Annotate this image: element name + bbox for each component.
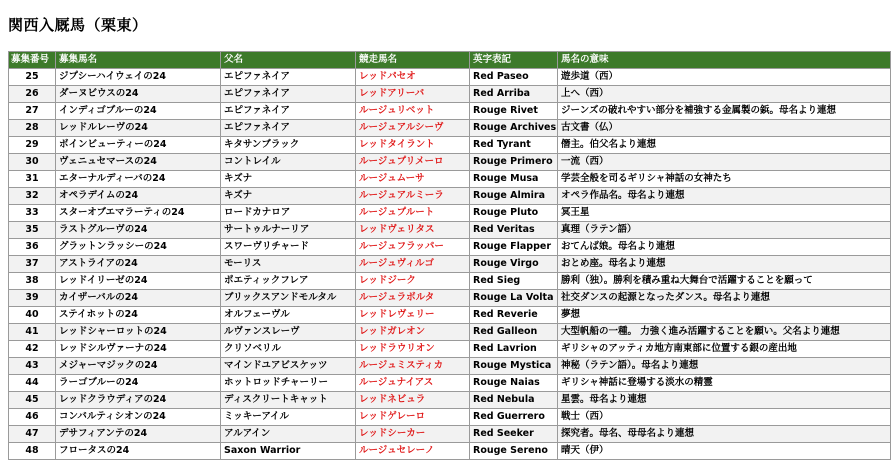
row-recruit-name: ダーヌビウスの24 xyxy=(56,86,221,103)
row-meaning: 冥王星 xyxy=(558,205,891,222)
row-number: 39 xyxy=(9,290,56,307)
row-race-name: ルージュミスティカ xyxy=(356,358,470,375)
row-number: 42 xyxy=(9,341,56,358)
row-race-name: ルージュセレーノ xyxy=(356,443,470,460)
row-meaning: おとめ座。母名より連想 xyxy=(558,256,891,273)
row-number: 33 xyxy=(9,205,56,222)
row-meaning: ギリシャのアッティカ地方南東部に位置する銀の産出地 xyxy=(558,341,891,358)
table-row xyxy=(9,290,891,307)
table-row xyxy=(9,171,891,188)
row-race-name: ルージュヴィルゴ xyxy=(356,256,470,273)
header-number: 募集番号 xyxy=(9,52,56,69)
row-number: 45 xyxy=(9,392,56,409)
row-race-name: レッドタイラント xyxy=(356,137,470,154)
row-english-name: Red Lavrion xyxy=(470,341,558,358)
row-sire: エピファネイア xyxy=(221,103,356,120)
row-sire: エピファネイア xyxy=(221,86,356,103)
header-meaning: 馬名の意味 xyxy=(558,52,891,69)
row-sire: ブリックスアンドモルタル xyxy=(221,290,356,307)
row-number: 41 xyxy=(9,324,56,341)
row-english-name: Rouge Flapper xyxy=(470,239,558,256)
row-race-name: ルージュプルート xyxy=(356,205,470,222)
row-number: 27 xyxy=(9,103,56,120)
row-english-name: Rouge Rivet xyxy=(470,103,558,120)
row-recruit-name: コンバルティシオンの24 xyxy=(56,409,221,426)
table-row xyxy=(9,154,891,171)
row-race-name: レッドネビュラ xyxy=(356,392,470,409)
row-race-name: レッドレヴェリー xyxy=(356,307,470,324)
row-meaning: 夢想 xyxy=(558,307,891,324)
row-sire: ディスクリートキャット xyxy=(221,392,356,409)
row-number: 46 xyxy=(9,409,56,426)
row-number: 44 xyxy=(9,375,56,392)
row-recruit-name: レッドクラウディアの24 xyxy=(56,392,221,409)
row-recruit-name: レッドシルヴァーナの24 xyxy=(56,341,221,358)
row-english-name: Rouge Pluto xyxy=(470,205,558,222)
row-sire: クリソベリル xyxy=(221,341,356,358)
row-recruit-name: メジャーマジックの24 xyxy=(56,358,221,375)
row-race-name: レッドガレオン xyxy=(356,324,470,341)
row-sire: キズナ xyxy=(221,188,356,205)
row-english-name: Rouge Sereno xyxy=(470,443,558,460)
table-row xyxy=(9,324,891,341)
row-meaning: 神秘（ラテン語）。母名より連想 xyxy=(558,358,891,375)
row-english-name: Red Veritas xyxy=(470,222,558,239)
row-english-name: Rouge Almira xyxy=(470,188,558,205)
row-recruit-name: グラットンラッシーの24 xyxy=(56,239,221,256)
row-meaning: 一流（西） xyxy=(558,154,891,171)
table-row xyxy=(9,188,891,205)
row-sire: ホットロッドチャーリー xyxy=(221,375,356,392)
row-sire: ロードカナロア xyxy=(221,205,356,222)
row-sire: サートゥルナーリア xyxy=(221,222,356,239)
row-sire: エピファネイア xyxy=(221,69,356,86)
table-row xyxy=(9,426,891,443)
row-number: 48 xyxy=(9,443,56,460)
row-recruit-name: ラーゴブルーの24 xyxy=(56,375,221,392)
row-sire: マインドユアビスケッツ xyxy=(221,358,356,375)
row-number: 26 xyxy=(9,86,56,103)
row-race-name: ルージュリベット xyxy=(356,103,470,120)
row-english-name: Rouge Mystica xyxy=(470,358,558,375)
table-row xyxy=(9,409,891,426)
row-meaning: 晴天（伊） xyxy=(558,443,891,460)
horse-table xyxy=(8,51,891,460)
row-english-name: Red Paseo xyxy=(470,69,558,86)
row-recruit-name: アストライアの24 xyxy=(56,256,221,273)
row-recruit-name: ボインビューティーの24 xyxy=(56,137,221,154)
row-meaning: 勝利（独）。勝利を積み重ね大舞台で活躍することを願って xyxy=(558,273,891,290)
table-row xyxy=(9,137,891,154)
row-sire: ポエティックフレア xyxy=(221,273,356,290)
row-meaning: 古文書（仏） xyxy=(558,120,891,137)
row-sire: アルアイン xyxy=(221,426,356,443)
row-sire: キタサンブラック xyxy=(221,137,356,154)
row-sire: オルフェーヴル xyxy=(221,307,356,324)
row-recruit-name: ステイホットの24 xyxy=(56,307,221,324)
row-meaning: 遊歩道（西） xyxy=(558,69,891,86)
row-recruit-name: レッドシャーロットの24 xyxy=(56,324,221,341)
row-english-name: Red Arriba xyxy=(470,86,558,103)
row-number: 36 xyxy=(9,239,56,256)
table-row xyxy=(9,307,891,324)
table-header-row xyxy=(9,52,891,69)
row-recruit-name: ヴェニュセマースの24 xyxy=(56,154,221,171)
row-race-name: ルージュラボルタ xyxy=(356,290,470,307)
row-english-name: Red Tyrant xyxy=(470,137,558,154)
row-meaning: ジーンズの破れやすい部分を補強する金属製の鋲。母名より連想 xyxy=(558,103,891,120)
row-meaning: 学芸全般を司るギリシャ神話の女神たち xyxy=(558,171,891,188)
table-row xyxy=(9,443,891,460)
row-sire: モーリス xyxy=(221,256,356,273)
row-recruit-name: オペラデイムの24 xyxy=(56,188,221,205)
row-recruit-name: カイザーバルの24 xyxy=(56,290,221,307)
row-recruit-name: デサフィアンテの24 xyxy=(56,426,221,443)
table-row xyxy=(9,273,891,290)
row-english-name: Red Guerrero xyxy=(470,409,558,426)
row-sire: キズナ xyxy=(221,171,356,188)
row-number: 43 xyxy=(9,358,56,375)
row-english-name: Rouge Naias xyxy=(470,375,558,392)
row-meaning: 真理（ラテン語） xyxy=(558,222,891,239)
table-row xyxy=(9,69,891,86)
row-meaning: オペラ作品名。母名より連想 xyxy=(558,188,891,205)
row-meaning: 探究者。母名、母母名より連想 xyxy=(558,426,891,443)
table-row xyxy=(9,103,891,120)
row-recruit-name: ジプシーハイウェイの24 xyxy=(56,69,221,86)
table-row xyxy=(9,239,891,256)
row-sire: ミッキーアイル xyxy=(221,409,356,426)
row-english-name: Red Nebula xyxy=(470,392,558,409)
row-race-name: レッドパセオ xyxy=(356,69,470,86)
row-number: 30 xyxy=(9,154,56,171)
row-number: 37 xyxy=(9,256,56,273)
table-row xyxy=(9,358,891,375)
row-english-name: Red Reverie xyxy=(470,307,558,324)
row-recruit-name: エターナルディーバの24 xyxy=(56,171,221,188)
row-race-name: ルージュアルシーヴ xyxy=(356,120,470,137)
row-race-name: ルージュフラッパー xyxy=(356,239,470,256)
row-race-name: レッドヴェリタス xyxy=(356,222,470,239)
row-english-name: Red Seeker xyxy=(470,426,558,443)
row-meaning: おてんば娘。母名より連想 xyxy=(558,239,891,256)
row-number: 47 xyxy=(9,426,56,443)
row-meaning: 大型帆船の一種。 力強く進み活躍することを願い。父名より連想 xyxy=(558,324,891,341)
table-row xyxy=(9,205,891,222)
row-sire: コントレイル xyxy=(221,154,356,171)
table-row xyxy=(9,392,891,409)
table-row xyxy=(9,86,891,103)
header-english: 英字表記 xyxy=(470,52,558,69)
table-row xyxy=(9,375,891,392)
header-race-name: 競走馬名 xyxy=(356,52,470,69)
row-recruit-name: レッドルレーヴの24 xyxy=(56,120,221,137)
row-race-name: ルージュアルミーラ xyxy=(356,188,470,205)
row-number: 29 xyxy=(9,137,56,154)
row-recruit-name: インディゴブルーの24 xyxy=(56,103,221,120)
table-row xyxy=(9,256,891,273)
row-race-name: ルージュムーサ xyxy=(356,171,470,188)
row-sire: Saxon Warrior xyxy=(221,443,356,460)
table-row xyxy=(9,222,891,239)
row-number: 32 xyxy=(9,188,56,205)
row-race-name: レッドシーカー xyxy=(356,426,470,443)
row-sire: エピファネイア xyxy=(221,120,356,137)
row-recruit-name: スターオブエマラーティの24 xyxy=(56,205,221,222)
row-number: 25 xyxy=(9,69,56,86)
row-number: 35 xyxy=(9,222,56,239)
row-english-name: Rouge La Volta xyxy=(470,290,558,307)
row-meaning: 星雲。母名より連想 xyxy=(558,392,891,409)
header-sire: 父名 xyxy=(221,52,356,69)
row-english-name: Rouge Primero xyxy=(470,154,558,171)
table-row xyxy=(9,120,891,137)
row-number: 28 xyxy=(9,120,56,137)
row-recruit-name: ラストグルーヴの24 xyxy=(56,222,221,239)
row-race-name: ルージュナイアス xyxy=(356,375,470,392)
table-row xyxy=(9,341,891,358)
row-english-name: Red Galleon xyxy=(470,324,558,341)
row-sire: ルヴァンスレーヴ xyxy=(221,324,356,341)
header-recruit-name: 募集馬名 xyxy=(56,52,221,69)
row-meaning: 戦士（西） xyxy=(558,409,891,426)
row-english-name: Rouge Musa xyxy=(470,171,558,188)
row-race-name: ルージュプリメーロ xyxy=(356,154,470,171)
row-race-name: レッドジーク xyxy=(356,273,470,290)
row-meaning: 社交ダンスの起源となったダンス。母名より連想 xyxy=(558,290,891,307)
row-number: 38 xyxy=(9,273,56,290)
row-meaning: 上へ（西） xyxy=(558,86,891,103)
row-number: 40 xyxy=(9,307,56,324)
row-race-name: レッドラウリオン xyxy=(356,341,470,358)
row-meaning: 僭主。伯父名より連想 xyxy=(558,137,891,154)
row-meaning: ギリシャ神話に登場する淡水の精霊 xyxy=(558,375,891,392)
row-english-name: Red Sieg xyxy=(470,273,558,290)
row-sire: スワーヴリチャード xyxy=(221,239,356,256)
row-recruit-name: レッドイリーゼの24 xyxy=(56,273,221,290)
row-english-name: Rouge Virgo xyxy=(470,256,558,273)
row-english-name: Rouge Archives xyxy=(470,120,558,137)
row-number: 31 xyxy=(9,171,56,188)
page-title: 関西入厩馬（栗東） xyxy=(8,16,148,34)
row-race-name: レッドアリーバ xyxy=(356,86,470,103)
row-recruit-name: フロータスの24 xyxy=(56,443,221,460)
row-race-name: レッドゲレーロ xyxy=(356,409,470,426)
